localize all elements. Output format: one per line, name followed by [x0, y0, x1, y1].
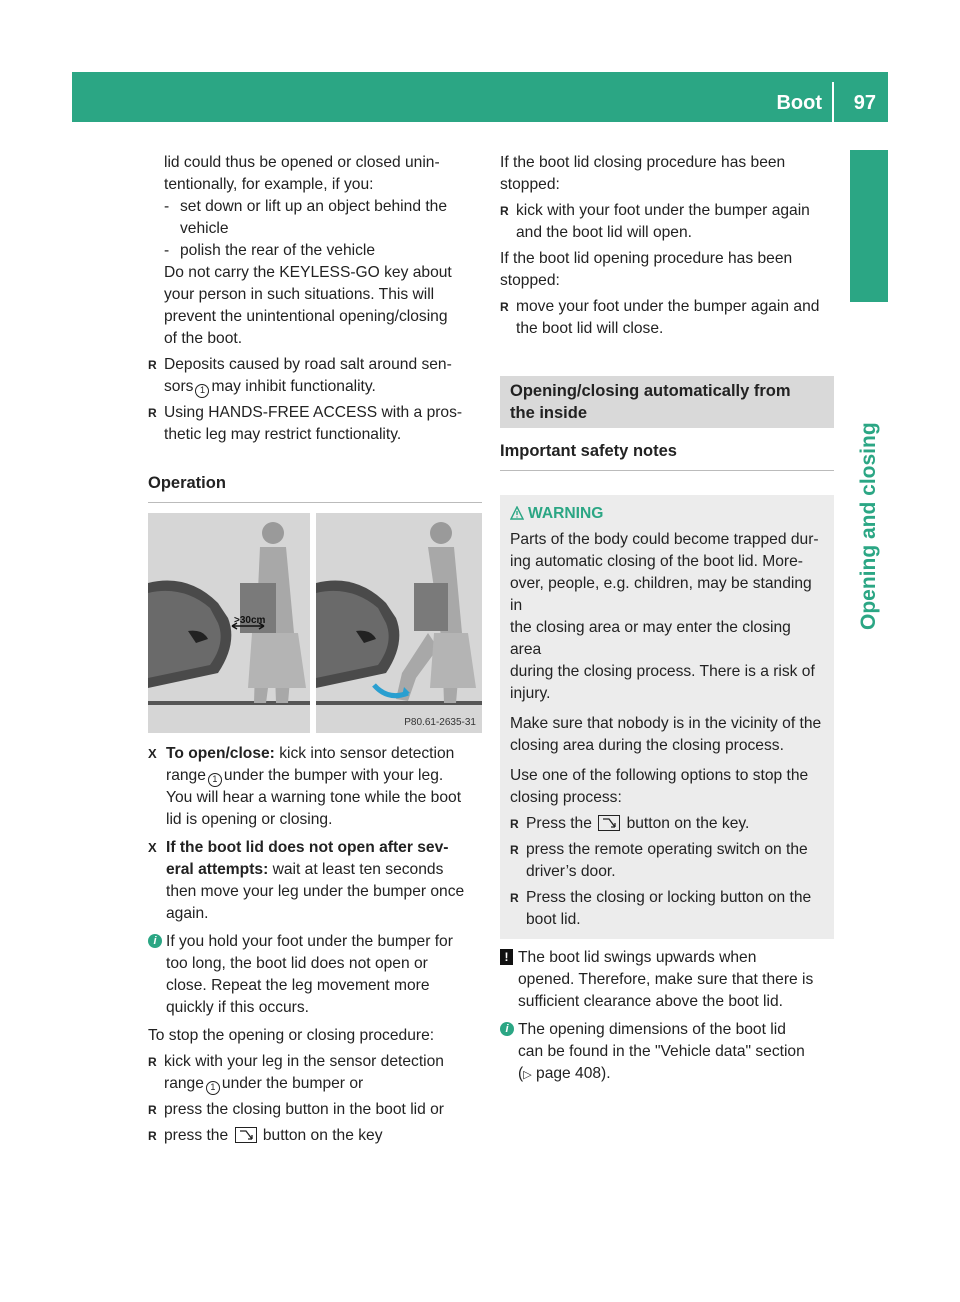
text-line: set down or lift up an object behind the [180, 198, 448, 215]
text-line: the closing area or may enter the closing area [510, 619, 791, 658]
bullet-item [148, 1051, 482, 1095]
text-line: of the boot. [164, 330, 243, 347]
text-line: Using HANDS-FREE ACCESS with a pros- [164, 404, 463, 421]
text-line: over, people, e.g. children, may be standing in [510, 575, 812, 614]
bullet-item [148, 354, 482, 398]
text-line: range 1 under the bumper or [164, 1073, 482, 1095]
boot-key-icon [598, 815, 620, 831]
text-line: during the closing process. There is a risk of [510, 663, 815, 680]
text-line: lid is opening or closing. [166, 811, 333, 828]
info-icon: i [500, 1022, 514, 1036]
text-line: injury. [510, 685, 551, 702]
text-line: stopped: [500, 272, 560, 289]
side-tab [850, 150, 888, 302]
warning-title: WARNING [510, 503, 826, 525]
bullet-item [510, 813, 826, 835]
section-title: Boot [776, 92, 822, 114]
text-line: To open/close: kick into sensor detection [166, 745, 455, 762]
bullet-item [148, 1125, 482, 1147]
text-line: kick with your leg in the sensor detection [164, 1053, 444, 1070]
figure-code: P80.61-2635-31 [404, 717, 476, 728]
dash-item [148, 196, 482, 240]
header-bar [72, 72, 888, 122]
bullet-item [148, 402, 482, 446]
left-column [148, 152, 482, 1147]
step-marker: X [148, 746, 157, 761]
side-chapter-label [844, 300, 894, 630]
bullet-item [510, 887, 826, 931]
text-line: press the closing button in the boot lid or [164, 1101, 444, 1118]
safety-notes-heading: Important safety notes [500, 440, 834, 471]
text-line: Do not carry the KEYLESS-GO key about [164, 264, 452, 281]
text-line: can be found in the "Vehicle data" section [518, 1043, 805, 1060]
text-line: move your foot under the bumper again and [516, 298, 820, 315]
callout-number: 1 [208, 773, 222, 787]
dash-marker: - [164, 242, 170, 259]
header-separator [832, 82, 834, 122]
text-line: closing process: [510, 789, 622, 806]
boot-key-icon [235, 1127, 257, 1143]
intro-paragraph [148, 152, 482, 196]
opening-stopped-paragraph [500, 248, 834, 292]
bullet-item [510, 839, 826, 883]
text-line: boot lid. [526, 911, 581, 928]
text-line: the boot lid will close. [516, 320, 664, 337]
text-line: kick with your foot under the bumper again [516, 202, 810, 219]
info-note [500, 1019, 834, 1086]
operation-figure [148, 513, 482, 733]
text-line: lid could thus be opened or closed unin- [164, 154, 440, 171]
text-line: stopped: [500, 176, 560, 193]
carry-paragraph [148, 262, 482, 350]
dash-marker: - [164, 198, 170, 215]
text-line: too long, the boot lid does not open or [166, 955, 428, 972]
chapter-title: Opening and closing [857, 422, 880, 630]
text-line: tentionally, for example, if you: [164, 176, 374, 193]
bullet-marker: R [148, 1129, 157, 1143]
text-line: again. [166, 905, 209, 922]
warning-triangle-icon [510, 506, 524, 520]
text-line: close. Repeat the leg movement more [166, 977, 430, 994]
text-line: press the button on the key [164, 1127, 383, 1144]
text-line: eral attempts: wait at least ten seconds [166, 861, 444, 878]
text-line: range 1 under the bumper with your leg. [166, 765, 482, 787]
bullet-marker: R [148, 406, 157, 420]
text-line: and the boot lid will open. [516, 224, 692, 241]
bullet-marker: R [500, 300, 509, 314]
text-line: You will hear a warning tone while the boot [166, 789, 462, 806]
info-note [148, 931, 482, 1019]
car-kick-illustration [316, 513, 482, 733]
bullet-marker: R [510, 843, 519, 857]
text-line: The boot lid swings upwards when [518, 949, 757, 966]
text-line: Parts of the body could become trapped dur- [510, 531, 819, 548]
right-column [500, 152, 834, 1086]
figure-panel-kick [316, 513, 482, 733]
car-person-illustration [148, 513, 310, 733]
warning-box [500, 495, 834, 939]
bullet-marker: R [148, 1055, 157, 1069]
step-marker: X [148, 840, 157, 855]
text-line: driver’s door. [526, 863, 616, 880]
text-line: then move your leg under the bumper once [166, 883, 465, 900]
page-number: 97 [853, 92, 876, 114]
text-line: closing area during the closing process. [510, 737, 784, 754]
text-line: If the boot lid does not open after sev- [166, 839, 449, 856]
text-line: Press the closing or locking button on the [526, 889, 812, 906]
text-line: sufficient clearance above the boot lid. [518, 993, 783, 1010]
bullet-marker: R [510, 891, 519, 905]
closing-stopped-paragraph [500, 152, 834, 196]
figure-panel-before [148, 513, 310, 733]
bullet-item [500, 296, 834, 340]
bullet-marker: R [500, 204, 509, 218]
warning-paragraph [510, 765, 826, 809]
bullet-marker: R [148, 1103, 157, 1117]
page-reference-link[interactable]: page 408). [536, 1065, 611, 1082]
bullet-marker: R [148, 358, 157, 372]
text-line: Use one of the following options to stop the [510, 767, 809, 784]
callout-number: 1 [206, 1081, 220, 1095]
text-line: Press the button on the key. [526, 815, 750, 832]
text-line: Deposits caused by road salt around sen- [164, 356, 452, 373]
step-item [148, 743, 482, 831]
text-line: Make sure that nobody is in the vicinity of the [510, 715, 822, 732]
text-line: thetic leg may restrict functionality. [164, 426, 402, 443]
text-line: ing automatic closing of the boot lid. More- [510, 553, 803, 570]
step-item [148, 837, 482, 925]
info-icon: i [148, 934, 162, 948]
warning-paragraph [510, 713, 826, 757]
text-line: sors 1 may inhibit functionality. [164, 376, 482, 398]
text-line: If you hold your foot under the bumper for [166, 933, 453, 950]
text-line: (▷ page 408). [518, 1065, 611, 1082]
operation-heading: Operation [148, 472, 482, 503]
caution-note [500, 947, 834, 1013]
text-line: your person in such situations. This will [164, 286, 435, 303]
warning-paragraph [510, 529, 826, 705]
automatic-section-heading: Opening/closing automatically from the inside [500, 376, 834, 428]
text-line: vehicle [180, 220, 229, 237]
page-reference-arrow-icon: ▷ [523, 1069, 532, 1081]
callout-number: 1 [195, 384, 209, 398]
text-line: opened. Therefore, make sure that there is [518, 971, 814, 988]
text-line: quickly if this occurs. [166, 999, 309, 1016]
text-line: If the boot lid opening procedure has been [500, 250, 793, 267]
text-line: The opening dimensions of the boot lid [518, 1021, 786, 1038]
exclamation-icon: ! [500, 949, 513, 965]
text-line: prevent the unintentional opening/closing [164, 308, 448, 325]
dash-item [148, 240, 482, 262]
bullet-marker: R [510, 817, 519, 831]
text-line: polish the rear of the vehicle [180, 242, 376, 259]
bullet-item [500, 200, 834, 244]
distance-label: >30cm [234, 615, 266, 626]
stop-intro: To stop the opening or closing procedure: [148, 1027, 435, 1044]
text-line: press the remote operating switch on the [526, 841, 808, 858]
text-line: If the boot lid closing procedure has been [500, 154, 786, 171]
bullet-item [148, 1099, 482, 1121]
